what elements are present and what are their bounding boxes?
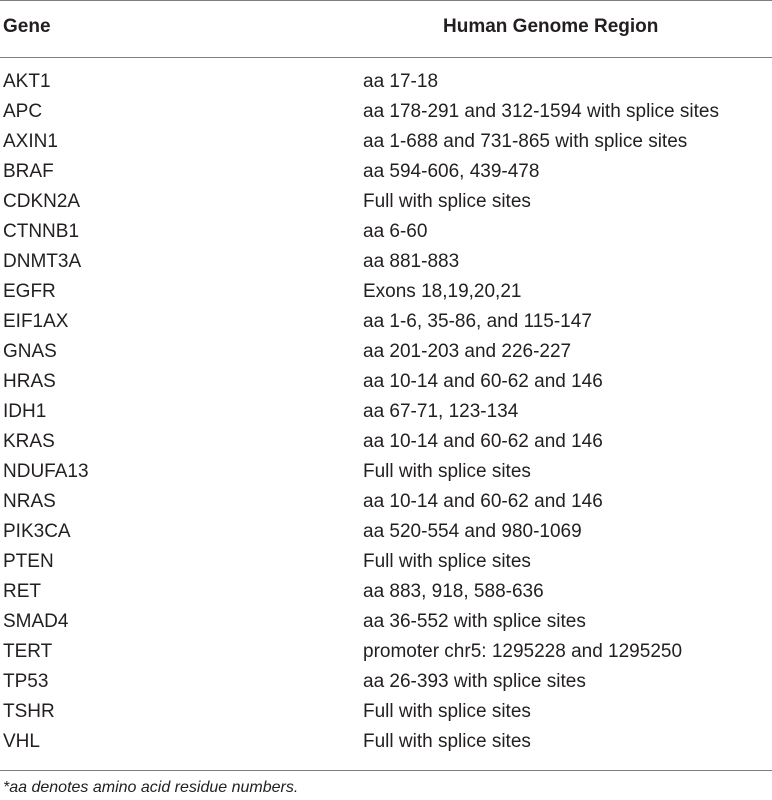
table-row (0, 277, 772, 307)
table-row (0, 427, 772, 457)
region-cell: aa 1-6, 35-86, and 115-147 (363, 311, 592, 332)
table-row (0, 67, 772, 97)
region-cell: aa 67-71, 123-134 (363, 401, 519, 422)
table-row (0, 457, 772, 487)
table-row (0, 337, 772, 367)
table-row (0, 607, 772, 637)
gene-cell: BRAF (3, 161, 54, 182)
gene-cell: HRAS (3, 371, 56, 392)
table-top-rule (0, 0, 772, 1)
gene-cell: PTEN (3, 551, 54, 572)
table-row (0, 217, 772, 247)
gene-cell: TP53 (3, 671, 49, 692)
gene-cell: DNMT3A (3, 251, 82, 272)
table-row (0, 487, 772, 517)
table-row (0, 247, 772, 277)
gene-cell: CTNNB1 (3, 221, 80, 242)
table-row (0, 697, 772, 727)
gene-cell: VHL (3, 731, 40, 752)
gene-cell: NDUFA13 (3, 461, 89, 482)
table-row (0, 547, 772, 577)
table-row (0, 367, 772, 397)
region-cell: Full with splice sites (363, 551, 531, 572)
gene-cell: RET (3, 581, 41, 602)
header-region: Human Genome Region (443, 16, 659, 37)
region-cell: promoter chr5: 1295228 and 1295250 (363, 641, 683, 662)
gene-cell: TSHR (3, 701, 55, 722)
gene-cell: EGFR (3, 281, 56, 302)
region-cell: aa 883, 918, 588-636 (363, 581, 544, 602)
gene-cell: TERT (3, 641, 53, 662)
gene-cell: KRAS (3, 431, 55, 452)
region-cell: aa 594-606, 439-478 (363, 161, 540, 182)
region-cell: aa 1-688 and 731-865 with splice sites (363, 131, 688, 152)
region-cell: Full with splice sites (363, 461, 531, 482)
table-row (0, 307, 772, 337)
table-row (0, 97, 772, 127)
table-bottom-rule (0, 770, 772, 771)
table-row (0, 187, 772, 217)
region-cell: aa 10-14 and 60-62 and 146 (363, 491, 603, 512)
gene-cell: APC (3, 101, 43, 122)
table-header-rule (0, 57, 772, 58)
gene-cell: PIK3CA (3, 521, 71, 542)
region-cell: Full with splice sites (363, 191, 531, 212)
gene-cell: CDKN2A (3, 191, 81, 212)
table-body (0, 67, 772, 757)
table-row (0, 577, 772, 607)
gene-cell: EIF1AX (3, 311, 69, 332)
table-row (0, 637, 772, 667)
table-row (0, 727, 772, 757)
gene-cell: GNAS (3, 341, 57, 362)
region-cell: aa 17-18 (363, 71, 439, 92)
region-cell: aa 10-14 and 60-62 and 146 (363, 431, 603, 452)
region-cell: aa 178-291 and 312-1594 with splice sites (363, 101, 719, 122)
table-row (0, 157, 772, 187)
table-row (0, 127, 772, 157)
table-row (0, 667, 772, 697)
table-header-row (0, 14, 772, 44)
table-footnote: *aa denotes amino acid residue numbers. (3, 779, 299, 796)
region-cell: aa 881-883 (363, 251, 460, 272)
table-row (0, 517, 772, 547)
gene-cell: SMAD4 (3, 611, 69, 632)
gene-cell: IDH1 (3, 401, 47, 422)
region-cell: Full with splice sites (363, 731, 531, 752)
region-cell: aa 520-554 and 980-1069 (363, 521, 582, 542)
region-cell: aa 26-393 with splice sites (363, 671, 586, 692)
region-cell: aa 6-60 (363, 221, 428, 242)
gene-cell: NRAS (3, 491, 56, 512)
gene-cell: AXIN1 (3, 131, 58, 152)
region-cell: aa 10-14 and 60-62 and 146 (363, 371, 603, 392)
region-cell: aa 201-203 and 226-227 (363, 341, 572, 362)
region-cell: Exons 18,19,20,21 (363, 281, 522, 302)
region-cell: aa 36-552 with splice sites (363, 611, 586, 632)
gene-cell: AKT1 (3, 71, 51, 92)
table-row (0, 397, 772, 427)
header-gene: Gene (3, 16, 51, 37)
region-cell: Full with splice sites (363, 701, 531, 722)
